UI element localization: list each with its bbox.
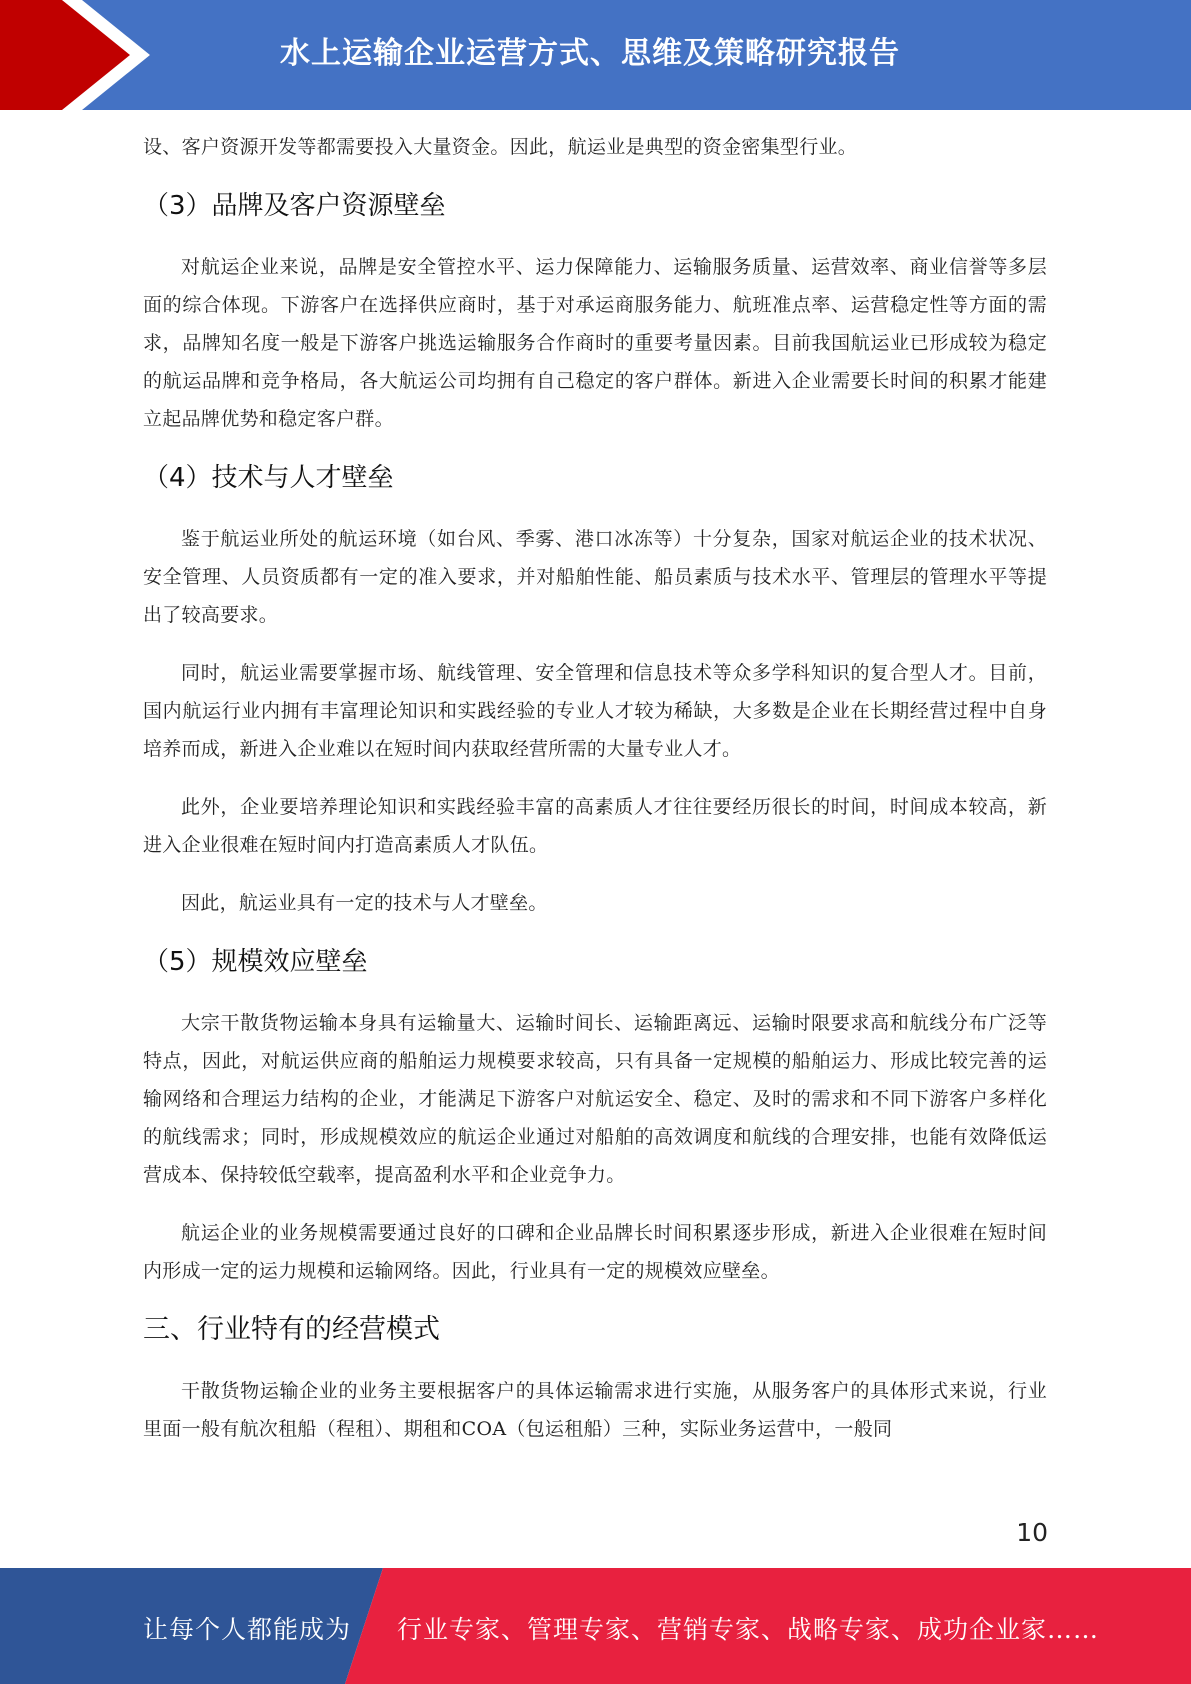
report-body [143, 128, 1047, 1468]
section-3-heading: 三、行业特有的经营模式 [143, 1314, 440, 1345]
intro-paragraph: 设、客户资源开发等都需要投入大量资金。因此，航运业是典型的资金密集型行业。 [143, 136, 858, 158]
brand-barrier-heading: （3）品牌及客户资源壁垒 [143, 191, 446, 221]
section-3-paragraph: 干散货物运输企业的业务主要根据客户的具体运输需求进行实施，从服务客户的具体形式来说，行业里面一般有航次租船（程租）、期租和COA（包运租船）三种，实际业务运营中，一般同 [143, 1380, 1047, 1440]
footer-slogan-left: 让每个人都能成为 [143, 1615, 352, 1644]
page-header [0, 0, 1191, 110]
brand-barrier-paragraph: 对航运企业来说，品牌是安全管控水平、运力保障能力、运输服务质量、运营效率、商业信誉等多层面的综合体现。下游客户在选择供应商时，基于对承运商服务能力、航班准点率、运营稳定性等方面的需求，品牌知名度一般是下游客户挑选运输服务合作商时的重要考量因素。目前我国航运业已形成较为稳定的航运品牌和竞争格局，各大航运公司均拥有自己稳定的客户群体。新进入企业需要长时间的积累才能建立起品牌优势和稳定客户群。 [143, 256, 1047, 430]
header-title: 水上运输企业运营方式、思维及策略研究报告 [280, 36, 900, 71]
scale-paragraph-1: 大宗干散货物运输本身具有运输量大、运输时间长、运输距离远、运输时限要求高和航线分布广泛等特点，因此，对航运供应商的船舶运力规模要求较高，只有具备一定规模的船舶运力、形成比较完善的运输网络和合理运力结构的企业，才能满足下游客户对航运安全、稳定、及时的需求和不同下游客户多样化的航线需求；同时，形成规模效应的航运企业通过对船舶的高效调度和航线的合理安排，也能有效降低运营成本、保持较低空载率，提高盈利水平和企业竞争力。 [143, 1012, 1047, 1186]
scale-paragraph-2: 航运企业的业务规模需要通过良好的口碑和企业品牌长时间积累逐步形成，新进入企业很难在短时间内形成一定的运力规模和运输网络。因此，行业具有一定的规模效应壁垒。 [143, 1222, 1047, 1282]
tech-paragraph-1: 鉴于航运业所处的航运环境（如台风、季雾、港口冰冻等）十分复杂，国家对航运企业的技术状况、安全管理、人员资质都有一定的准入要求，并对船舶性能、船员素质与技术水平、管理层的管理水平等提出了较高要求。 [143, 528, 1047, 626]
footer-slogan-right: 行业专家、管理专家、营销专家、战略专家、成功企业家…… [397, 1615, 1100, 1644]
tech-talent-barrier-heading: （4）技术与人才壁垒 [143, 463, 394, 493]
tech-paragraph-4: 因此，航运业具有一定的技术与人才壁垒。 [181, 892, 548, 914]
scale-barrier-heading: （5）规模效应壁垒 [143, 947, 368, 977]
tech-paragraph-3: 此外，企业要培养理论知识和实践经验丰富的高素质人才往往要经历很长的时间，时间成本较高，新进入企业很难在短时间内打造高素质人才队伍。 [143, 796, 1047, 856]
page-footer [0, 1568, 1191, 1684]
tech-paragraph-2: 同时，航运业需要掌握市场、航线管理、安全管理和信息技术等众多学科知识的复合型人才。目前，国内航运行业内拥有丰富理论知识和实践经验的专业人才较为稀缺，大多数是企业在长期经营过程中自身培养而成，新进入企业难以在短时间内获取经营所需的大量专业人才。 [143, 662, 1047, 760]
page-number: 10 [1016, 1518, 1048, 1547]
